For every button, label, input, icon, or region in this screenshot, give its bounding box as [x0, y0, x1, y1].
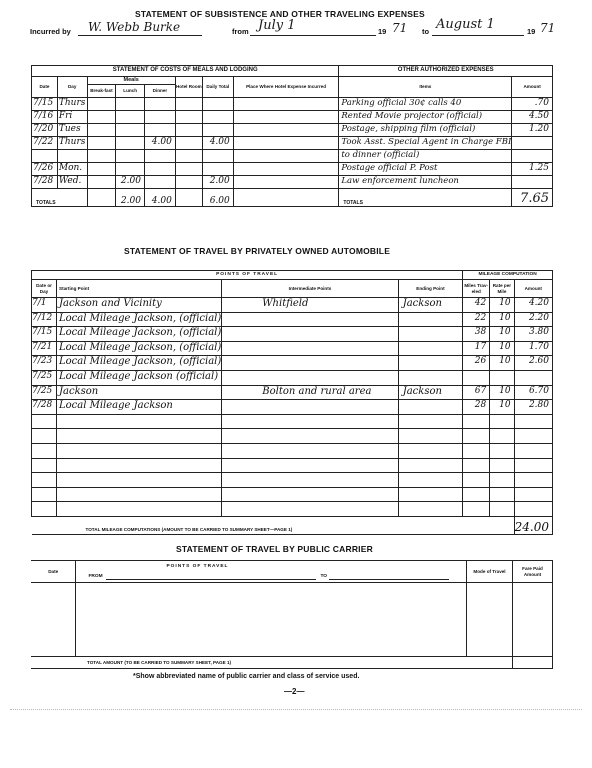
- auto-cell-end: [398, 370, 463, 385]
- auto-cell-miles: 22: [463, 312, 490, 327]
- auto-cell-date: [32, 502, 57, 517]
- auto-cell-amount: 2.80: [514, 400, 552, 415]
- auto-cell-rate: [490, 487, 514, 502]
- auto-cell-intermediate: Whitfield: [222, 298, 398, 313]
- auto-cell-end: [398, 502, 463, 517]
- col-place: Place Where Hotel Expense Incurred: [233, 77, 339, 98]
- auto-cell-amount: [514, 502, 552, 517]
- meals-cell-total: [202, 124, 233, 137]
- auto-row: [32, 429, 553, 444]
- page-number: —2—: [284, 687, 305, 696]
- col-carrier-date: Date: [31, 561, 76, 583]
- auto-cell-start: Local Mileage Jackson, (official): [57, 356, 222, 371]
- meals-cell-dinner: [144, 163, 175, 176]
- auto-cell-rate: [490, 370, 514, 385]
- from-label: from: [232, 27, 249, 36]
- auto-cell-date: [32, 473, 57, 488]
- auto-cell-date: 7/25: [32, 385, 57, 400]
- auto-cell-miles: [463, 429, 490, 444]
- incurred-by-value: W. Webb Burke: [88, 20, 181, 34]
- auto-cell-amount: 1.70: [514, 341, 552, 356]
- meals-row: [32, 137, 553, 150]
- auto-row: [32, 502, 553, 517]
- meals-cell-day: Tues: [57, 124, 87, 137]
- auto-cell-intermediate: [222, 400, 398, 415]
- auto-row: [32, 487, 553, 502]
- auto-row: [32, 385, 553, 400]
- auto-cell-intermediate: [222, 502, 398, 517]
- to-label: to: [422, 27, 430, 36]
- auto-row: [32, 312, 553, 327]
- auto-cell-date: 7/21: [32, 341, 57, 356]
- meals-cell-dinner: [144, 98, 175, 111]
- auto-cell-end: Jackson: [398, 385, 463, 400]
- auto-cell-rate: 10: [490, 298, 514, 313]
- meals-cell-place: [233, 163, 339, 176]
- auto-cell-miles: [463, 414, 490, 429]
- carrier-table: [31, 560, 553, 669]
- auto-cell-amount: 2.20: [514, 312, 552, 327]
- auto-cell-start: Local Mileage Jackson, (official): [57, 341, 222, 356]
- year2-value: 71: [540, 21, 556, 35]
- col-ending-point: Ending Point: [398, 280, 463, 298]
- auto-cell-amount: [514, 458, 552, 473]
- meals-cell-date: 7/22: [32, 137, 58, 150]
- auto-section-title: STATEMENT OF TRAVEL BY PRIVATELY OWNED AUTOMOBILE: [124, 246, 391, 256]
- auto-cell-start: Local Mileage Jackson: [57, 400, 222, 415]
- meals-cell-day: Mon.: [57, 163, 87, 176]
- auto-cell-miles: 67: [463, 385, 490, 400]
- auto-cell-amount: [514, 473, 552, 488]
- meals-cell-breakfast: [87, 124, 116, 137]
- meals-row: [32, 111, 553, 124]
- meals-cell-day: Wed.: [57, 176, 87, 189]
- other-expense-item: Parking official 30¢ calls 40: [339, 98, 512, 111]
- auto-total-amount: 24.00: [514, 516, 552, 534]
- meals-cell-place: [233, 150, 339, 163]
- col-day: Day: [57, 77, 87, 98]
- col-rate: Rate per Mile: [490, 280, 514, 298]
- auto-cell-start: Local Mileage Jackson, (official): [57, 312, 222, 327]
- meals-cell-place: [233, 176, 339, 189]
- auto-cell-end: [398, 312, 463, 327]
- auto-cell-amount: 6.70: [514, 385, 552, 400]
- meals-row: [32, 124, 553, 137]
- meals-cell-breakfast: [87, 137, 116, 150]
- from-value: July 1: [258, 18, 296, 33]
- meals-cell-total: [202, 163, 233, 176]
- meals-cell-date: 7/15: [32, 98, 58, 111]
- auto-cell-start: [57, 414, 222, 429]
- auto-row: [32, 356, 553, 371]
- col-dinner: Dinner: [144, 85, 175, 98]
- meals-cell-place: [233, 137, 339, 150]
- other-expense-amount: [512, 176, 553, 189]
- other-expense-amount: .70: [512, 98, 553, 111]
- auto-cell-amount: 3.80: [514, 327, 552, 342]
- meals-cell-lunch: [116, 163, 145, 176]
- auto-cell-start: [57, 429, 222, 444]
- auto-cell-start: Jackson: [57, 385, 222, 400]
- auto-cell-miles: [463, 487, 490, 502]
- auto-cell-end: Jackson: [398, 298, 463, 313]
- meals-cell-place: [233, 124, 339, 137]
- meals-cell-lunch: [116, 98, 145, 111]
- auto-row: [32, 443, 553, 458]
- other-expense-item: Took Asst. Special Agent in Charge FBI: [339, 137, 512, 150]
- auto-cell-end: [398, 341, 463, 356]
- auto-cell-end: [398, 356, 463, 371]
- auto-cell-intermediate: [222, 487, 398, 502]
- meals-cell-total: 2.00: [202, 176, 233, 189]
- auto-cell-amount: 4.20: [514, 298, 552, 313]
- total-lunch: 2.00: [116, 189, 145, 207]
- meals-row: [32, 150, 553, 163]
- meals-cell-day: Thurs: [57, 98, 87, 111]
- auto-cell-start: [57, 458, 222, 473]
- col-carrier-points: POINTS OF TRAVEL: [166, 564, 229, 569]
- auto-cell-start: Jackson and Vicinity: [57, 298, 222, 313]
- auto-cell-amount: [514, 429, 552, 444]
- other-expense-amount: [512, 150, 553, 163]
- auto-cell-miles: [463, 370, 490, 385]
- auto-cell-rate: [490, 429, 514, 444]
- other-expense-item: Law enforcement luncheon: [339, 176, 512, 189]
- meals-cell-place: [233, 111, 339, 124]
- meals-cell-total: [202, 150, 233, 163]
- other-expense-item: to dinner (official): [339, 150, 512, 163]
- auto-cell-intermediate: Bolton and rural area: [222, 385, 398, 400]
- incurred-by-label: Incurred by: [30, 27, 71, 36]
- auto-row: [32, 414, 553, 429]
- meals-cell-total: [202, 98, 233, 111]
- auto-cell-end: [398, 487, 463, 502]
- auto-cell-amount: [514, 443, 552, 458]
- auto-cell-intermediate: [222, 312, 398, 327]
- col-auto-amount: Amount: [514, 280, 552, 298]
- meals-cell-hotel: [175, 124, 202, 137]
- auto-cell-intermediate: [222, 356, 398, 371]
- auto-cell-rate: [490, 473, 514, 488]
- col-points-of-travel: POINTS OF TRAVEL: [32, 271, 463, 280]
- other-expense-item: Postage, shipping film (official): [339, 124, 512, 137]
- year1-value: 71: [392, 21, 408, 35]
- auto-cell-rate: 10: [490, 356, 514, 371]
- auto-cell-start: [57, 487, 222, 502]
- auto-cell-intermediate: [222, 443, 398, 458]
- meals-cell-dinner: [144, 150, 175, 163]
- auto-cell-start: [57, 473, 222, 488]
- auto-cell-miles: 42: [463, 298, 490, 313]
- auto-cell-date: [32, 443, 57, 458]
- meals-cell-lunch: [116, 111, 145, 124]
- col-auto-date: Date or Day: [32, 280, 57, 298]
- auto-cell-end: [398, 429, 463, 444]
- auto-cell-intermediate: [222, 473, 398, 488]
- auto-cell-date: [32, 414, 57, 429]
- carrier-total-label: TOTAL AMOUNT (TO BE CARRIED TO SUMMARY SHEET, PAGE 1): [31, 657, 512, 669]
- meals-cell-day: Fri: [57, 111, 87, 124]
- auto-cell-end: [398, 458, 463, 473]
- auto-cell-rate: [490, 443, 514, 458]
- auto-cell-date: 7/25: [32, 370, 57, 385]
- auto-cell-miles: [463, 502, 490, 517]
- auto-cell-intermediate: [222, 370, 398, 385]
- col-hotel-room: Hotel Room: [175, 77, 202, 98]
- meals-cell-hotel: [175, 98, 202, 111]
- auto-row: [32, 458, 553, 473]
- other-total-amount: 7.65: [512, 189, 553, 207]
- auto-cell-miles: 17: [463, 341, 490, 356]
- col-mode-of-travel: Mode of Travel: [467, 561, 513, 583]
- auto-cell-start: [57, 443, 222, 458]
- auto-cell-date: 7/15: [32, 327, 57, 342]
- auto-cell-amount: [514, 487, 552, 502]
- col-carrier-to: TO: [320, 574, 328, 579]
- auto-cell-end: [398, 414, 463, 429]
- meals-section-title: STATEMENT OF COSTS OF MEALS AND LODGING: [32, 66, 339, 77]
- auto-cell-miles: 38: [463, 327, 490, 342]
- auto-cell-intermediate: [222, 327, 398, 342]
- meals-cell-date: 7/20: [32, 124, 58, 137]
- col-starting-point: Starting Point: [57, 280, 222, 298]
- auto-cell-intermediate: [222, 414, 398, 429]
- auto-row: [32, 473, 553, 488]
- auto-cell-intermediate: [222, 429, 398, 444]
- col-items: Items: [339, 77, 512, 98]
- meals-cell-dinner: 4.00: [144, 137, 175, 150]
- auto-cell-miles: [463, 443, 490, 458]
- total-daily: 6.00: [202, 189, 233, 207]
- auto-cell-end: [398, 327, 463, 342]
- meals-cell-dinner: [144, 124, 175, 137]
- meals-cell-hotel: [175, 111, 202, 124]
- auto-cell-amount: [514, 414, 552, 429]
- meals-cell-date: 7/16: [32, 111, 58, 124]
- col-amount: Amount: [512, 77, 553, 98]
- other-expenses-title: OTHER AUTHORIZED EXPENSES: [339, 66, 553, 77]
- other-expense-amount: 1.25: [512, 163, 553, 176]
- other-expense-item: Rented Movie projector (official): [339, 111, 512, 124]
- col-date: Date: [32, 77, 58, 98]
- auto-cell-date: 7/23: [32, 356, 57, 371]
- other-totals-label: TOTALS: [339, 189, 512, 207]
- year2-prefix: 19: [527, 27, 536, 36]
- meals-cell-place: [233, 98, 339, 111]
- auto-row: [32, 370, 553, 385]
- meals-cell-breakfast: [87, 111, 116, 124]
- meals-cell-hotel: [175, 137, 202, 150]
- auto-cell-start: Local Mileage Jackson (official): [57, 370, 222, 385]
- subsistence-title: STATEMENT OF SUBSISTENCE AND OTHER TRAVELING EXPENSES: [135, 9, 425, 19]
- auto-cell-rate: 10: [490, 341, 514, 356]
- col-breakfast: Break-fast: [87, 85, 116, 98]
- meals-cell-lunch: [116, 124, 145, 137]
- auto-cell-rate: 10: [490, 312, 514, 327]
- auto-cell-rate: 10: [490, 385, 514, 400]
- col-meals: Meals: [87, 77, 175, 85]
- other-expense-amount: [512, 137, 553, 150]
- meals-cell-breakfast: [87, 150, 116, 163]
- auto-cell-rate: [490, 414, 514, 429]
- meals-cell-hotel: [175, 176, 202, 189]
- auto-cell-end: [398, 443, 463, 458]
- auto-travel-table: [31, 270, 553, 535]
- carrier-section-title: STATEMENT OF TRAVEL BY PUBLIC CARRIER: [176, 544, 373, 554]
- col-miles: Miles Trav-eled: [463, 280, 490, 298]
- meals-row: [32, 176, 553, 189]
- auto-cell-miles: 26: [463, 356, 490, 371]
- other-expense-amount: 1.20: [512, 124, 553, 137]
- auto-cell-end: [398, 400, 463, 415]
- meals-cell-breakfast: [87, 176, 116, 189]
- col-lunch: Lunch: [116, 85, 145, 98]
- col-mileage-computation: MILEAGE COMPUTATION: [463, 271, 553, 280]
- auto-cell-miles: [463, 473, 490, 488]
- meals-cell-date: 7/26: [32, 163, 58, 176]
- meals-cell-date: [32, 150, 58, 163]
- auto-cell-miles: [463, 458, 490, 473]
- total-dinner: 4.00: [144, 189, 175, 207]
- meals-cell-lunch: [116, 150, 145, 163]
- auto-cell-miles: 28: [463, 400, 490, 415]
- other-expense-amount: 4.50: [512, 111, 553, 124]
- col-intermediate-points: Intermediate Points: [222, 280, 398, 298]
- meals-cell-breakfast: [87, 163, 116, 176]
- footnote: *Show abbreviated name of public carrier and class of service used.: [133, 673, 360, 680]
- auto-cell-intermediate: [222, 341, 398, 356]
- auto-cell-amount: 2.60: [514, 356, 552, 371]
- col-daily-total: Daily Total: [202, 77, 233, 98]
- meals-cell-dinner: [144, 111, 175, 124]
- meals-cell-lunch: 2.00: [116, 176, 145, 189]
- other-expense-item: Postage official P. Post: [339, 163, 512, 176]
- to-value: August 1: [436, 17, 495, 32]
- meals-cell-hotel: [175, 150, 202, 163]
- meals-cell-breakfast: [87, 98, 116, 111]
- auto-cell-rate: [490, 502, 514, 517]
- auto-row: [32, 327, 553, 342]
- meals-cell-total: [202, 111, 233, 124]
- auto-cell-rate: 10: [490, 327, 514, 342]
- auto-row: [32, 341, 553, 356]
- auto-row: [32, 400, 553, 415]
- col-fare-paid: Fare Paid Amount: [512, 561, 552, 583]
- auto-cell-date: 7/28: [32, 400, 57, 415]
- auto-cell-date: [32, 458, 57, 473]
- meals-totals-label: TOTALS: [32, 189, 88, 207]
- meals-row: [32, 98, 553, 111]
- meals-cell-day: [57, 150, 87, 163]
- year1-prefix: 19: [378, 27, 387, 36]
- auto-cell-end: [398, 473, 463, 488]
- col-carrier-from: FROM: [88, 574, 103, 579]
- meals-row: [32, 163, 553, 176]
- auto-row: [32, 298, 553, 313]
- auto-cell-amount: [514, 370, 552, 385]
- auto-cell-start: [57, 502, 222, 517]
- auto-cell-date: 7/1: [32, 298, 57, 313]
- auto-cell-start: Local Mileage Jackson, (official): [57, 327, 222, 342]
- meals-cell-dinner: [144, 176, 175, 189]
- meals-lodging-table: [31, 65, 553, 207]
- auto-cell-intermediate: [222, 458, 398, 473]
- auto-cell-date: 7/12: [32, 312, 57, 327]
- auto-cell-date: [32, 487, 57, 502]
- meals-cell-hotel: [175, 163, 202, 176]
- meals-cell-date: 7/28: [32, 176, 58, 189]
- auto-cell-rate: [490, 458, 514, 473]
- meals-cell-lunch: [116, 137, 145, 150]
- meals-cell-day: Thurs: [57, 137, 87, 150]
- auto-total-label: TOTAL MILEAGE COMPUTATIONS (AMOUNT TO BE CARRIED TO SUMMARY SHEET—PAGE 1): [32, 516, 515, 534]
- meals-cell-total: 4.00: [202, 137, 233, 150]
- auto-cell-date: [32, 429, 57, 444]
- auto-cell-rate: 10: [490, 400, 514, 415]
